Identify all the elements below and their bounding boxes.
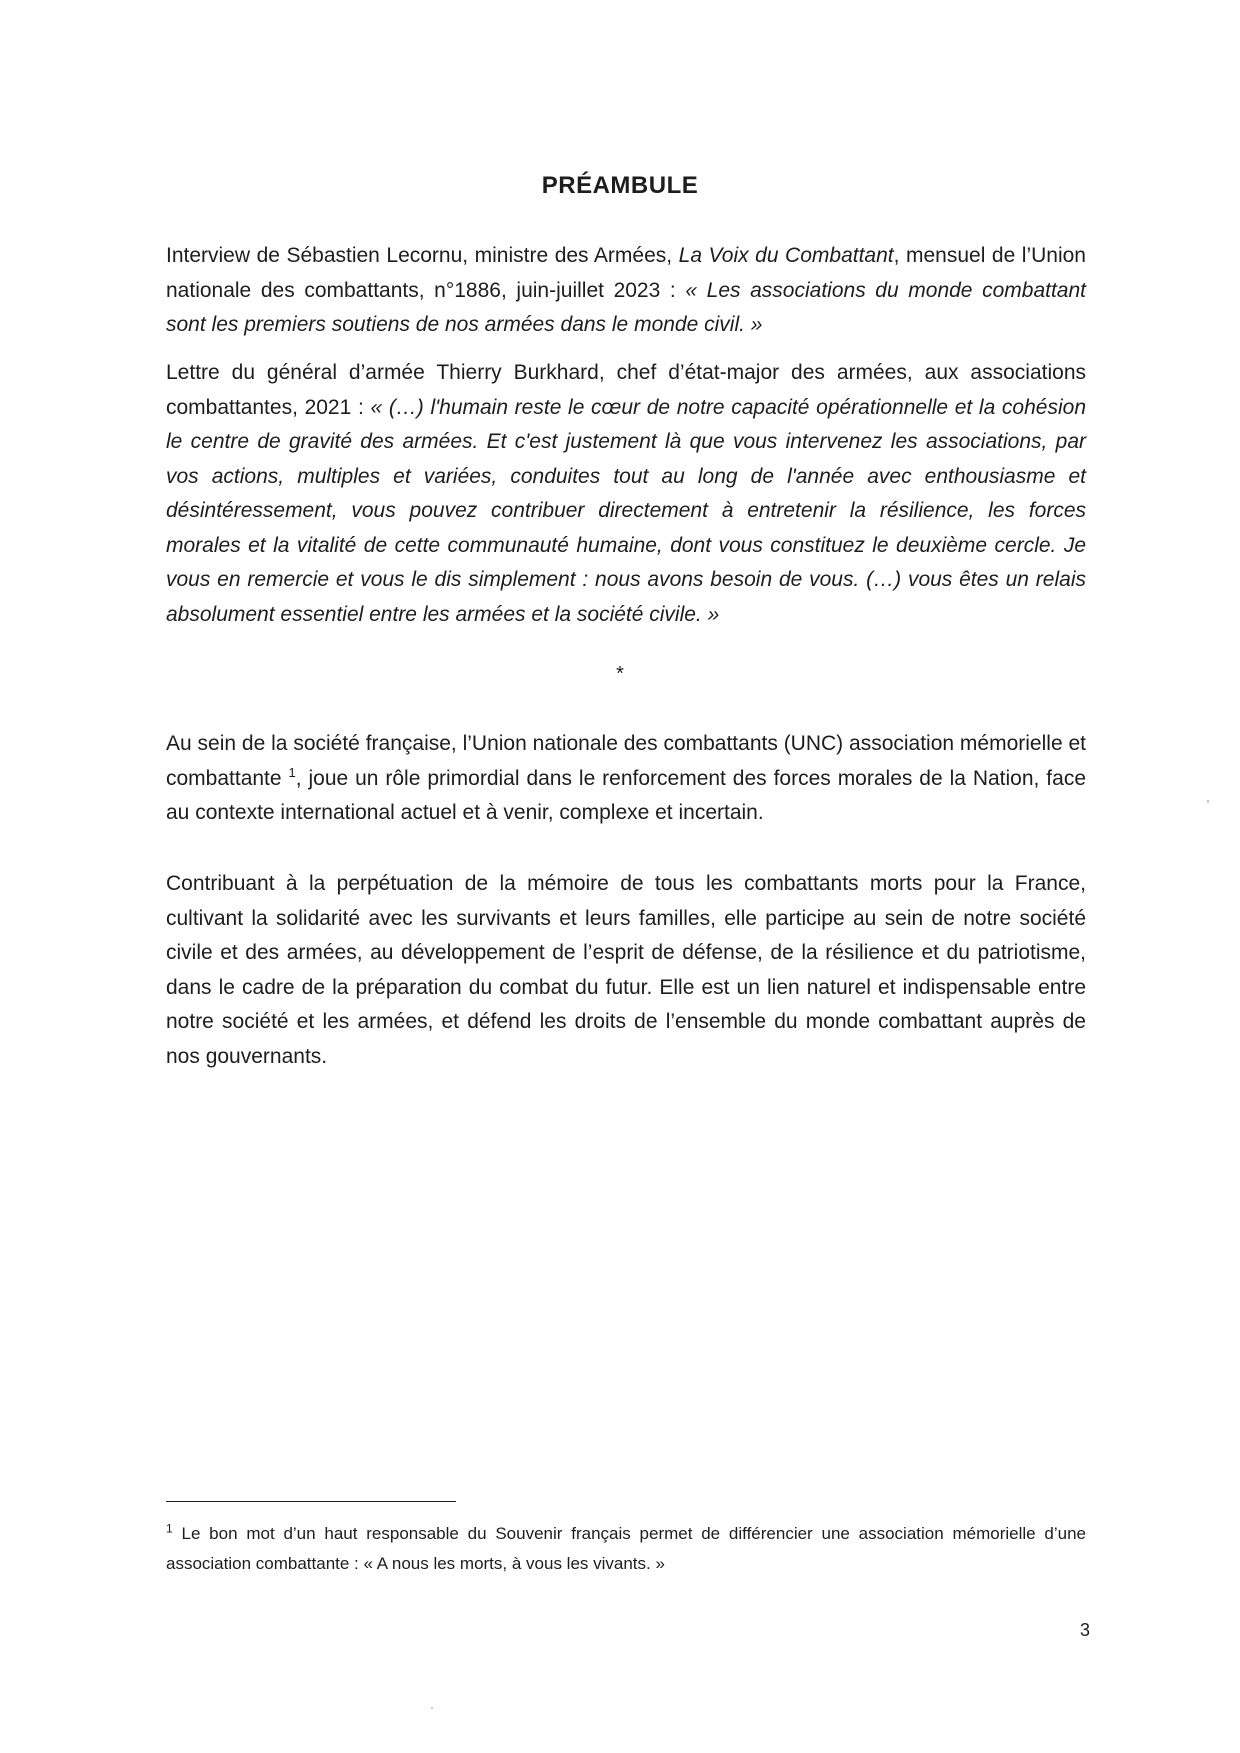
paragraph-unc-mission bbox=[166, 867, 1086, 1074]
paragraph-interview-quote bbox=[166, 239, 1086, 343]
footnote-divider bbox=[166, 1501, 456, 1502]
interview-source-text: , mensuel de l’Union nationale des combattants, n°1886, juin-juillet 2023 : bbox=[166, 244, 1086, 302]
section-separator: * bbox=[616, 663, 624, 685]
page-number: 3 bbox=[1079, 1620, 1090, 1640]
footnote-text: Le bon mot d’un haut responsable du Souvenir français permet de différencier une association mémorielle d’une association combattante : « A nous les morts, à vous les vivants. » bbox=[166, 1524, 1086, 1573]
magazine-title: La Voix du Combattant bbox=[678, 244, 894, 267]
paragraph-letter-quote bbox=[166, 356, 1086, 632]
interview-quote: « Les associations du monde combattant sont les premiers soutiens de nos armées dans le monde civil. » bbox=[166, 278, 1086, 336]
footnote-reference[interactable]: 1 bbox=[288, 764, 296, 780]
page-title: PRÉAMBULE bbox=[541, 172, 699, 199]
unc-role-text-end: , joue un rôle primordial dans le renforcement des forces morales de la Nation, face au contexte international actuel et à venir, complexe et incertain. bbox=[166, 766, 1086, 824]
letter-intro-text: Lettre du général d’armée Thierry Burkhard, chef d’état-major des armées, aux associations combattantes, 2021 : bbox=[166, 361, 1086, 419]
unc-role-text-start: Au sein de la société française, l’Union nationale des combattants (UNC) association mémorielle et combattante bbox=[166, 732, 1086, 790]
footnote bbox=[166, 1519, 1086, 1579]
scan-speck bbox=[431, 1707, 433, 1709]
paragraph-unc-role bbox=[166, 727, 1086, 831]
letter-quote: « (…) l'humain reste le cœur de notre capacité opérationnelle et la cohésion le centre de gravité des armées. Et c'est justement là que vous intervenez les associations, par vos actions, multiples et variées, conduites tout au long de l'année avec enthousiasme et désintéressement, vous pouvez contribuer directement à entretenir la résilience, les forces morales et la vitalité de cette communauté humaine, dont vous constituez le deuxième cercle. Je vous en remercie et vous le dis simplement : nous avons besoin de vous. (…) vous êtes un relais absolument essentiel entre les armées et la société civile. » bbox=[166, 395, 1086, 626]
unc-mission-text: Contribuant à la perpétuation de la mémoire de tous les combattants morts pour la France, cultivant la solidarité avec les survivants et leurs familles, elle participe au sein de notre société civile et des armées, au développement de l’esprit de défense, de la résilience et du patriotisme, dans le cadre de la préparation du combat du futur. Elle est un lien naturel et indispensable entre notre société et les armées, et défend les droits de l’ensemble du monde combattant auprès de nos gouvernants. bbox=[166, 872, 1086, 1068]
footnote-marker: 1 bbox=[166, 1521, 173, 1536]
interview-intro-text: Interview de Sébastien Lecornu, ministre des Armées, bbox=[166, 244, 679, 267]
scan-speck bbox=[1207, 800, 1209, 803]
